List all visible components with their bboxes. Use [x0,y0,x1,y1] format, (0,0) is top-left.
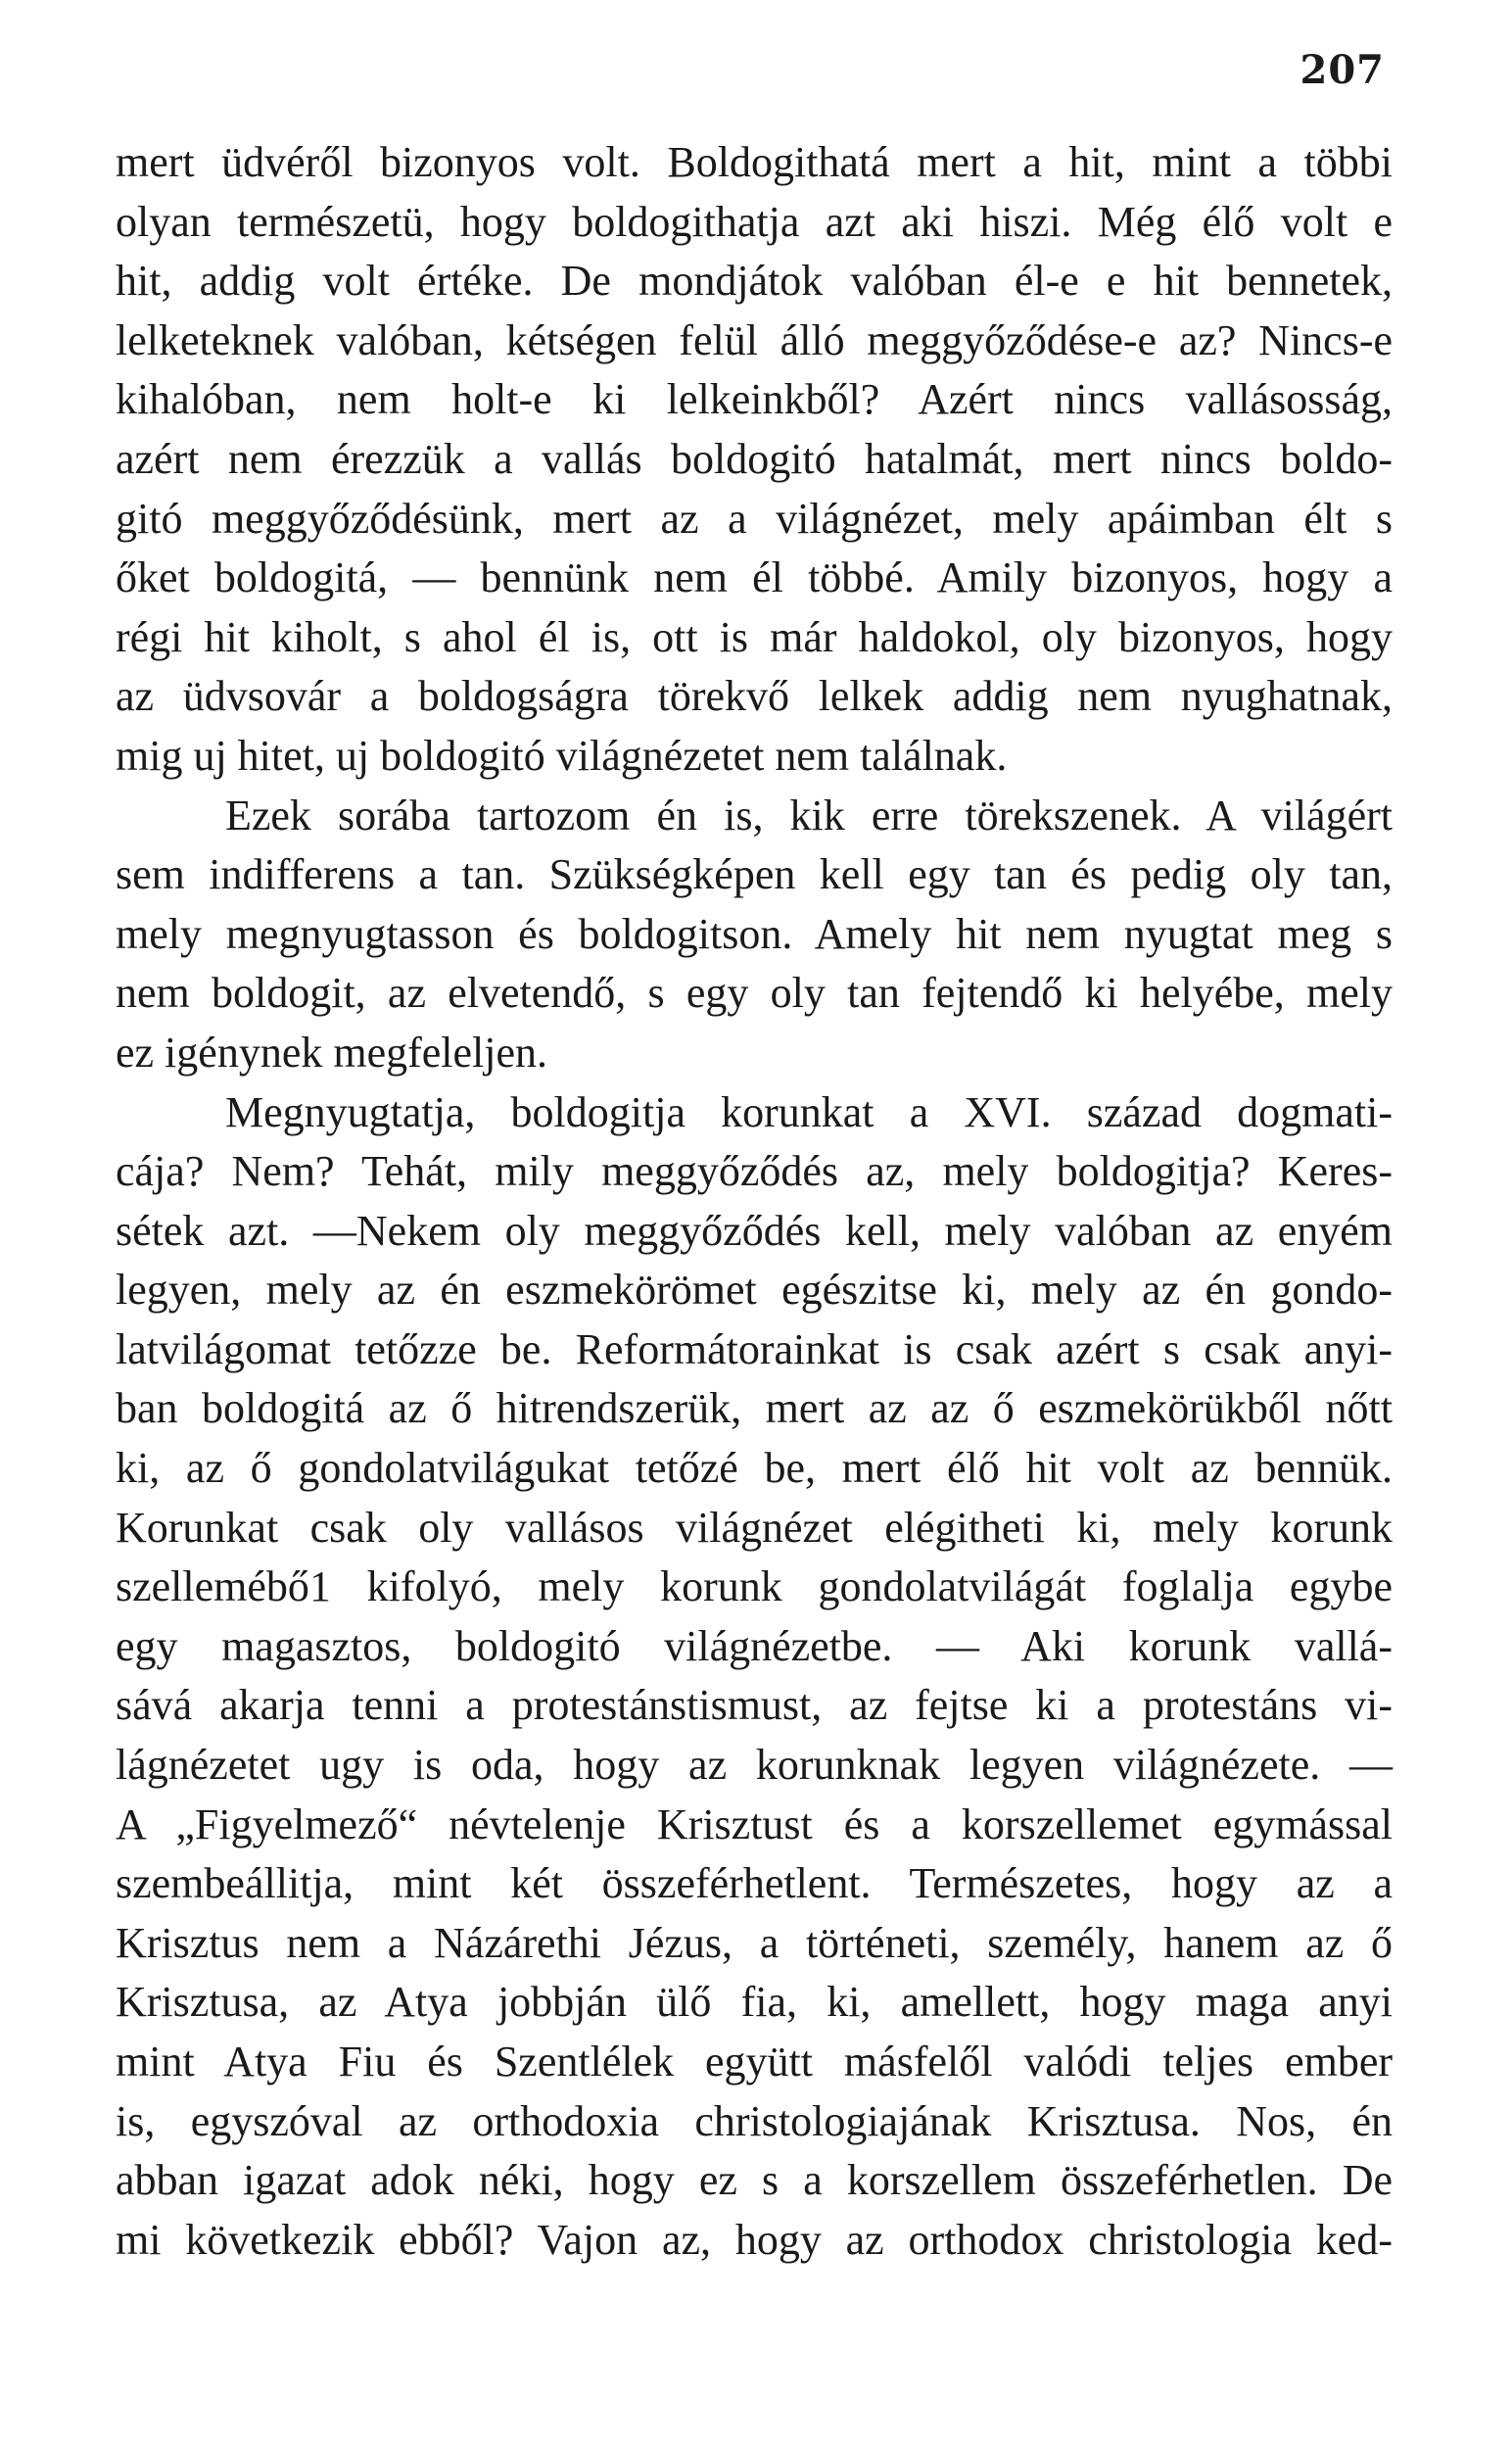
text-line: mely megnyugtasson és boldogitson. Amely hit nem nyugtat meg s [116,909,1393,958]
text-line: őket boldogitá, — bennünk nem él többé. Amily bizonyos, hogy a [116,553,1393,602]
text-line: Ezek sorába tartozom én is, kik erre törekszenek. A világért [225,791,1393,839]
text-line: Korunkat csak oly vallásos világnézet elégitheti ki, mely korunk [116,1503,1393,1552]
text-line: sétek azt. —Nekem oly meggyőződés kell, mely valóban az enyém [116,1206,1393,1255]
text-line: ki, az ő gondolatvilágukat tetőzé be, mert élő hit volt az bennük. [116,1444,1393,1493]
text-line: mert üdvéről bizonyos volt. Boldogithatá mert a hit, mint a többi [116,138,1393,186]
text-line: mint Atya Fiu és Szentlélek együtt másfelől valódi teljes ember [116,2038,1393,2086]
text-line: régi hit kiholt, s ahol él is, ott is már haldokol, oly bizonyos, hogy [116,612,1393,661]
text-line: cája? Nem? Tehát, mily meggyőződés az, mely boldogitja? Keres- [116,1147,1393,1196]
text-line: Krisztusa, az Atya jobbján ülő fia, ki, amellett, hogy maga anyi [116,1978,1393,2027]
text-line: nem boldogit, az elvetendő, s egy oly tan fejtendő ki helyébe, mely [116,969,1393,1018]
text-line: gitó meggyőződésünk, mert az a világnézet, mely apáimban élt s [116,494,1393,543]
text-line: mi következik ebből? Vajon az, hogy az orthodox christologia ked- [116,2215,1393,2264]
body-text [116,133,1393,2270]
text-line: lelketeknek valóban, kétségen felül álló meggyőződése-e az? Nincs-e [116,315,1393,364]
text-line: olyan természetü, hogy boldogithatja azt aki hiszi. Még élő volt e [116,197,1393,246]
text-line: szellemébő1 kifolyó, mely korunk gondolatvilágát foglalja egybe [116,1562,1393,1611]
text-line: ban boldogitá az ő hitrendszerük, mert az az ő eszmekörükből nőtt [116,1384,1393,1433]
text-line: azért nem érezzük a vallás boldogitó hatalmát, mert nincs boldo- [116,434,1393,483]
text-line: egy magasztos, boldogitó világnézetbe. — Aki korunk vallá- [116,1621,1393,1670]
text-line: abban igazat adok néki, hogy ez s a korszellem összeférhetlen. De [116,2156,1393,2205]
text-line: latvilágomat tetőzze be. Reformátorainkat is csak azért s csak anyi- [116,1324,1393,1373]
text-line: mig uj hitet, uj boldogitó világnézetet nem találnak. [116,731,1008,780]
text-line: legyen, mely az én eszmekörömet egészitse ki, mely az én gondo- [116,1266,1393,1315]
text-line: kihalóban, nem holt-e ki lelkeinkből? Azért nincs vallásosság, [116,375,1393,424]
text-line: Megnyugtatja, boldogitja korunkat a XVI. század dogmati- [225,1087,1393,1136]
text-line: hit, addig volt értéke. De mondjátok valóban él-e e hit bennetek, [116,257,1393,306]
text-line: sává akarja tenni a protestánstismust, az fejtse ki a protestáns vi- [116,1681,1393,1730]
text-line: szembeállitja, mint két összeférhetlent. Természetes, hogy az a [116,1859,1393,1908]
text-line: is, egyszóval az orthodoxia christologiajának Krisztusa. Nos, én [116,2096,1393,2145]
text-line: Krisztus nem a Názárethi Jézus, a történeti, személy, hanem az ő [116,1918,1393,1967]
page-number: 207 [1299,47,1385,93]
text-line: A „Figyelmező“ névtelenje Krisztust és a korszellemet egymással [116,1799,1393,1848]
text-line: az üdvsovár a boldogságra törekvő lelkek addig nem nyughatnak, [116,672,1393,721]
text-line: lágnézetet ugy is oda, hogy az korunknak legyen világnézete. — [116,1741,1393,1790]
text-line: sem indifferens a tan. Szükségképen kell egy tan és pedig oly tan, [116,850,1393,899]
text-line: ez igénynek megfeleljen. [116,1028,548,1077]
